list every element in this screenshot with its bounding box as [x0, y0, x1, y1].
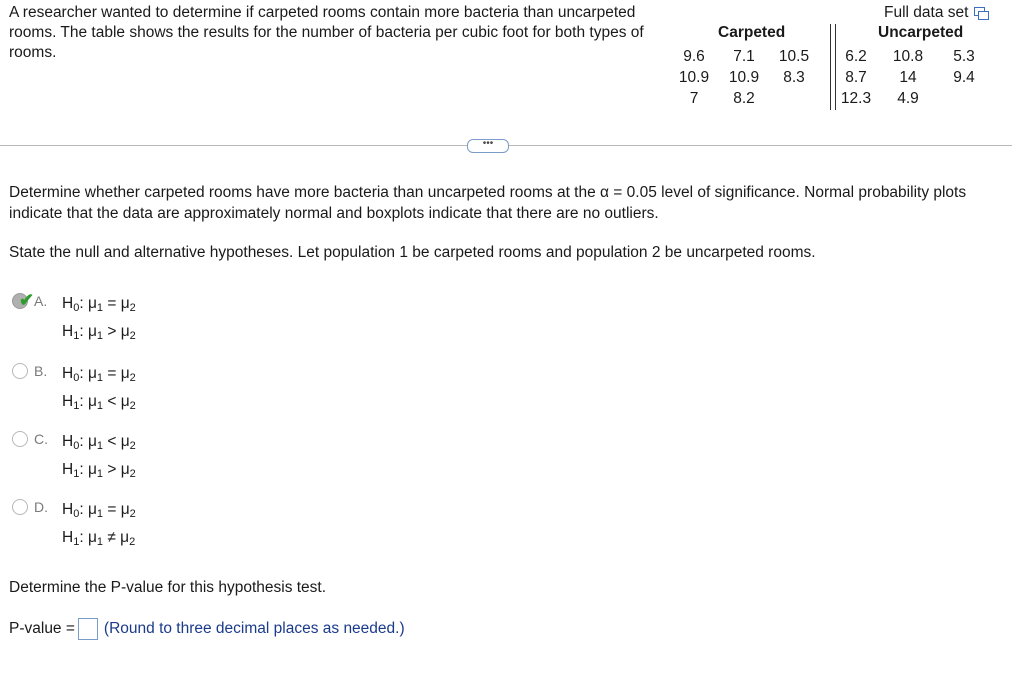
hypothesis-h1: $H_1$: $\mu_1 > \mu_2$: [62, 323, 136, 342]
uncarpeted-cell: 5.3: [953, 48, 975, 65]
carpeted-title: Carpeted: [718, 24, 786, 41]
relation-symbol: <: [107, 433, 117, 450]
relation-symbol: >: [107, 323, 117, 340]
option-c[interactable]: [12, 428, 136, 484]
option-d[interactable]: [12, 496, 136, 552]
pvalue-input[interactable]: [78, 618, 98, 640]
uncarpeted-cell: 9.4: [953, 69, 975, 86]
hypothesis-h0: $H_0$: $\mu_1 = \mu_2$: [62, 365, 136, 384]
radio-button[interactable]: [12, 431, 28, 447]
hypothesis-instruction: State the null and alternative hypotheses. Let population 1 be carpeted rooms and population 2 be uncarpeted rooms.: [9, 244, 816, 261]
option-a[interactable]: [12, 290, 136, 346]
carpeted-cell: 10.9: [678, 69, 710, 86]
option-body: [62, 496, 136, 552]
full-data-set-label: Full data set: [884, 4, 969, 21]
uncarpeted-cell: 4.9: [897, 90, 919, 107]
hypothesis-h0: $H_0$: $\mu_1 < \mu_2$: [62, 433, 136, 452]
carpeted-cell: 10.9: [728, 69, 760, 86]
pvalue-label: P-value =: [9, 620, 75, 637]
radio-button[interactable]: [12, 363, 28, 379]
carpeted-cell: 7.1: [733, 48, 755, 65]
relation-symbol: ≠: [107, 529, 116, 546]
option-letter: D.: [34, 499, 48, 515]
uncarpeted-cell: 10.8: [892, 48, 924, 65]
full-data-set-link[interactable]: [884, 3, 988, 23]
carpeted-cell: 8.3: [783, 69, 805, 86]
carpeted-cell: 9.6: [683, 48, 705, 65]
carpeted-cell: 10.5: [778, 48, 810, 65]
pvalue-row: [9, 618, 405, 640]
checkmark-icon: ✔: [19, 290, 35, 310]
question-text: Determine whether carpeted rooms have more bacteria than uncarpeted rooms at the α = 0.05 level of significance. Normal probability plots indicate that the data are approximately normal and boxplots indicate that there are no outliers.: [9, 184, 967, 222]
relation-symbol: =: [107, 295, 117, 312]
hypothesis-h0: $H_0$: $\mu_1 = \mu_2$: [62, 501, 136, 520]
uncarpeted-cell: 6.2: [845, 48, 867, 65]
table-divider-1: [830, 24, 831, 110]
option-body: [62, 428, 136, 484]
option-letter: A.: [34, 293, 48, 309]
hypothesis-h0: $H_0$: $\mu_1 = \mu_2$: [62, 295, 136, 314]
radio-button[interactable]: [12, 290, 35, 310]
option-letter: B.: [34, 363, 48, 379]
hypothesis-h1: $H_1$: $\mu_1 > \mu_2$: [62, 461, 136, 480]
relation-symbol: <: [107, 393, 117, 410]
relation-symbol: =: [107, 501, 117, 518]
hypothesis-h1: $H_1$: $\mu_1 \ne \mu_2$: [62, 529, 136, 548]
expand-more-button[interactable]: •••: [467, 139, 509, 153]
relation-symbol: =: [107, 365, 117, 382]
carpeted-cell: 7: [689, 90, 699, 107]
uncarpeted-cell: 14: [899, 69, 917, 86]
problem-intro: A researcher wanted to determine if carpeted rooms contain more bacteria than uncarpeted rooms. The table shows the results for the number of bacteria per cubic foot for both types of rooms.: [9, 4, 644, 61]
option-body: [62, 360, 136, 416]
option-letter: C.: [34, 431, 48, 447]
copy-icon[interactable]: [974, 6, 988, 20]
pvalue-question: Determine the P-value for this hypothesis test.: [9, 579, 327, 596]
uncarpeted-title: Uncarpeted: [878, 24, 964, 41]
option-b[interactable]: [12, 360, 136, 416]
uncarpeted-cell: 8.7: [845, 69, 867, 86]
uncarpeted-cell: 12.3: [840, 90, 872, 107]
table-divider-2: [835, 24, 836, 110]
radio-button[interactable]: [12, 499, 28, 515]
relation-symbol: >: [107, 461, 117, 478]
option-body: [62, 290, 136, 346]
hypothesis-h1: $H_1$: $\mu_1 < \mu_2$: [62, 393, 136, 412]
rounding-hint: (Round to three decimal places as needed.): [103, 620, 405, 637]
carpeted-cell: 8.2: [733, 90, 755, 107]
